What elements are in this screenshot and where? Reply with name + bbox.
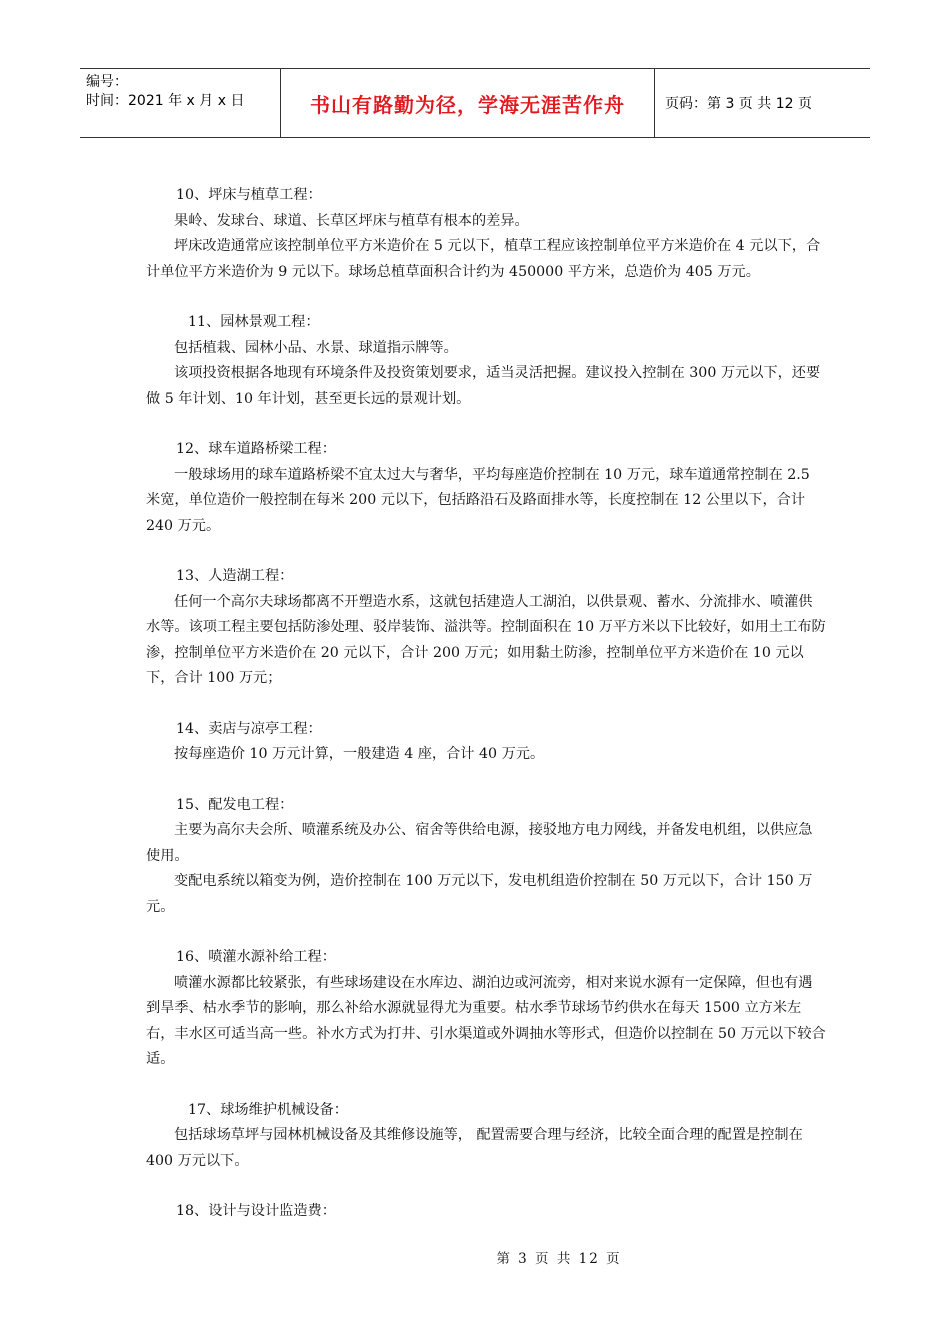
paragraph: 主要为高尔夫会所、喷灌系统及办公、宿舍等供给电源，接驳地方电力网线，并备发电机组，以供应急使用。 — [146, 822, 813, 864]
section-title: 15、配发电工程： — [176, 796, 294, 813]
section-15 — [146, 793, 826, 921]
section-title: 14、卖店与凉亭工程： — [176, 720, 322, 737]
section-12 — [146, 437, 826, 539]
section-title: 16、喷灌水源补给工程： — [176, 949, 336, 965]
section-16 — [146, 945, 826, 1073]
section-10 — [146, 183, 826, 285]
header-meta — [80, 69, 280, 137]
paragraph: 按每座造价 10 万元计算，一般建造 4 座，合计 40 万元。 — [174, 746, 545, 762]
paragraph: 坪床改造通常应该控制单位平方米造价在 5 元以下，植草工程应该控制单位平方米造价在 4 元以下，合计单位平方米造价为 9 元以下。球场总植草面积合计约为 450000 平方米，总造价为 405 万元。 — [146, 238, 821, 280]
section-17 — [146, 1098, 826, 1175]
document-body — [146, 183, 826, 1250]
section-title: 11、园林景观工程： — [188, 314, 320, 330]
section-title: 13、人造湖工程： — [176, 568, 294, 584]
paragraph: 该项投资根据各地现有环境条件及投资策划要求，适当灵活把握。建议投入控制在 300 万元以下，还要做 5 年计划、10 年计划，甚至更长远的景观计划。 — [146, 365, 821, 407]
paragraph: 包括植栽、园林小品、水景、球道指示牌等。 — [174, 339, 458, 356]
page-header — [80, 68, 870, 138]
paragraph: 果岭、发球台、球道、长草区坪床与植草有根本的差异。 — [174, 212, 529, 229]
section-18 — [146, 1199, 826, 1225]
section-title: 17、球场维护机械设备： — [188, 1101, 348, 1118]
section-title: 10、坪床与植草工程： — [176, 187, 322, 203]
section-14 — [146, 717, 826, 768]
page-footer — [0, 1247, 950, 1267]
date-line: 时间：2021 年 x 月 x 日 — [86, 93, 245, 109]
section-title: 12、球车道路桥梁工程： — [176, 441, 336, 457]
paragraph: 喷灌水源都比较紧张，有些球场建设在水库边、湖泊边或河流旁，相对来说水源有一定保障，但也有遇到旱季、枯水季节的影响，那么补给水源就显得尤为重要。枯水季节球场节约供水在每天 1500 立方米左右，丰水区可适当高一些。补水方式为打井、引水渠道或外调抽水等形式，但造价以控制在 50 万元以下较合适。 — [146, 974, 826, 1067]
footer-page-number: 第 3 页 共 12 页 — [496, 1251, 622, 1267]
paragraph: 任何一个高尔夫球场都离不开塑造水系，这就包括建造人工湖泊，以供景观、蓄水、分流排水、喷灌供水等。该项工程主要包括防渗处理、驳岸装饰、溢洪等。控制面积在 10 万平方米以下比较好，如用土工布防渗，控制单位平方米造价在 20 元以下，合计 200 万元；如用黏土防渗，控制单位平方米造价在 10 元以下，合计 100 万元； — [146, 593, 826, 686]
paragraph: 一般球场用的球车道路桥梁不宜太过大与奢华，平均每座造价控制在 10 万元，球车道通常控制在 2.5 米宽，单位造价一般控制在每米 200 元以下，包括路沿石及路面排水等，长度控制在 12 公里以下，合计 240 万元。 — [146, 466, 810, 534]
paragraph: 包括球场草坪与园林机械设备及其维修设施等， 配置需要合理与经济，比较全面合理的配置是控制在 400 万元以下。 — [146, 1127, 803, 1169]
paragraph: 变配电系统以箱变为例，造价控制在 100 万元以下，发电机组造价控制在 50 万元以下，合计 150 万元。 — [146, 873, 813, 915]
header-page-info: 页码：第 3 页 共 12 页 — [665, 96, 812, 112]
section-title: 18、设计与设计监造费： — [176, 1203, 336, 1219]
section-13 — [146, 564, 826, 692]
section-11 — [146, 310, 826, 412]
header-motto: 书山有路勤为径，学海无涯苦作舟 — [280, 69, 655, 137]
code-label: 编号： — [86, 74, 128, 90]
